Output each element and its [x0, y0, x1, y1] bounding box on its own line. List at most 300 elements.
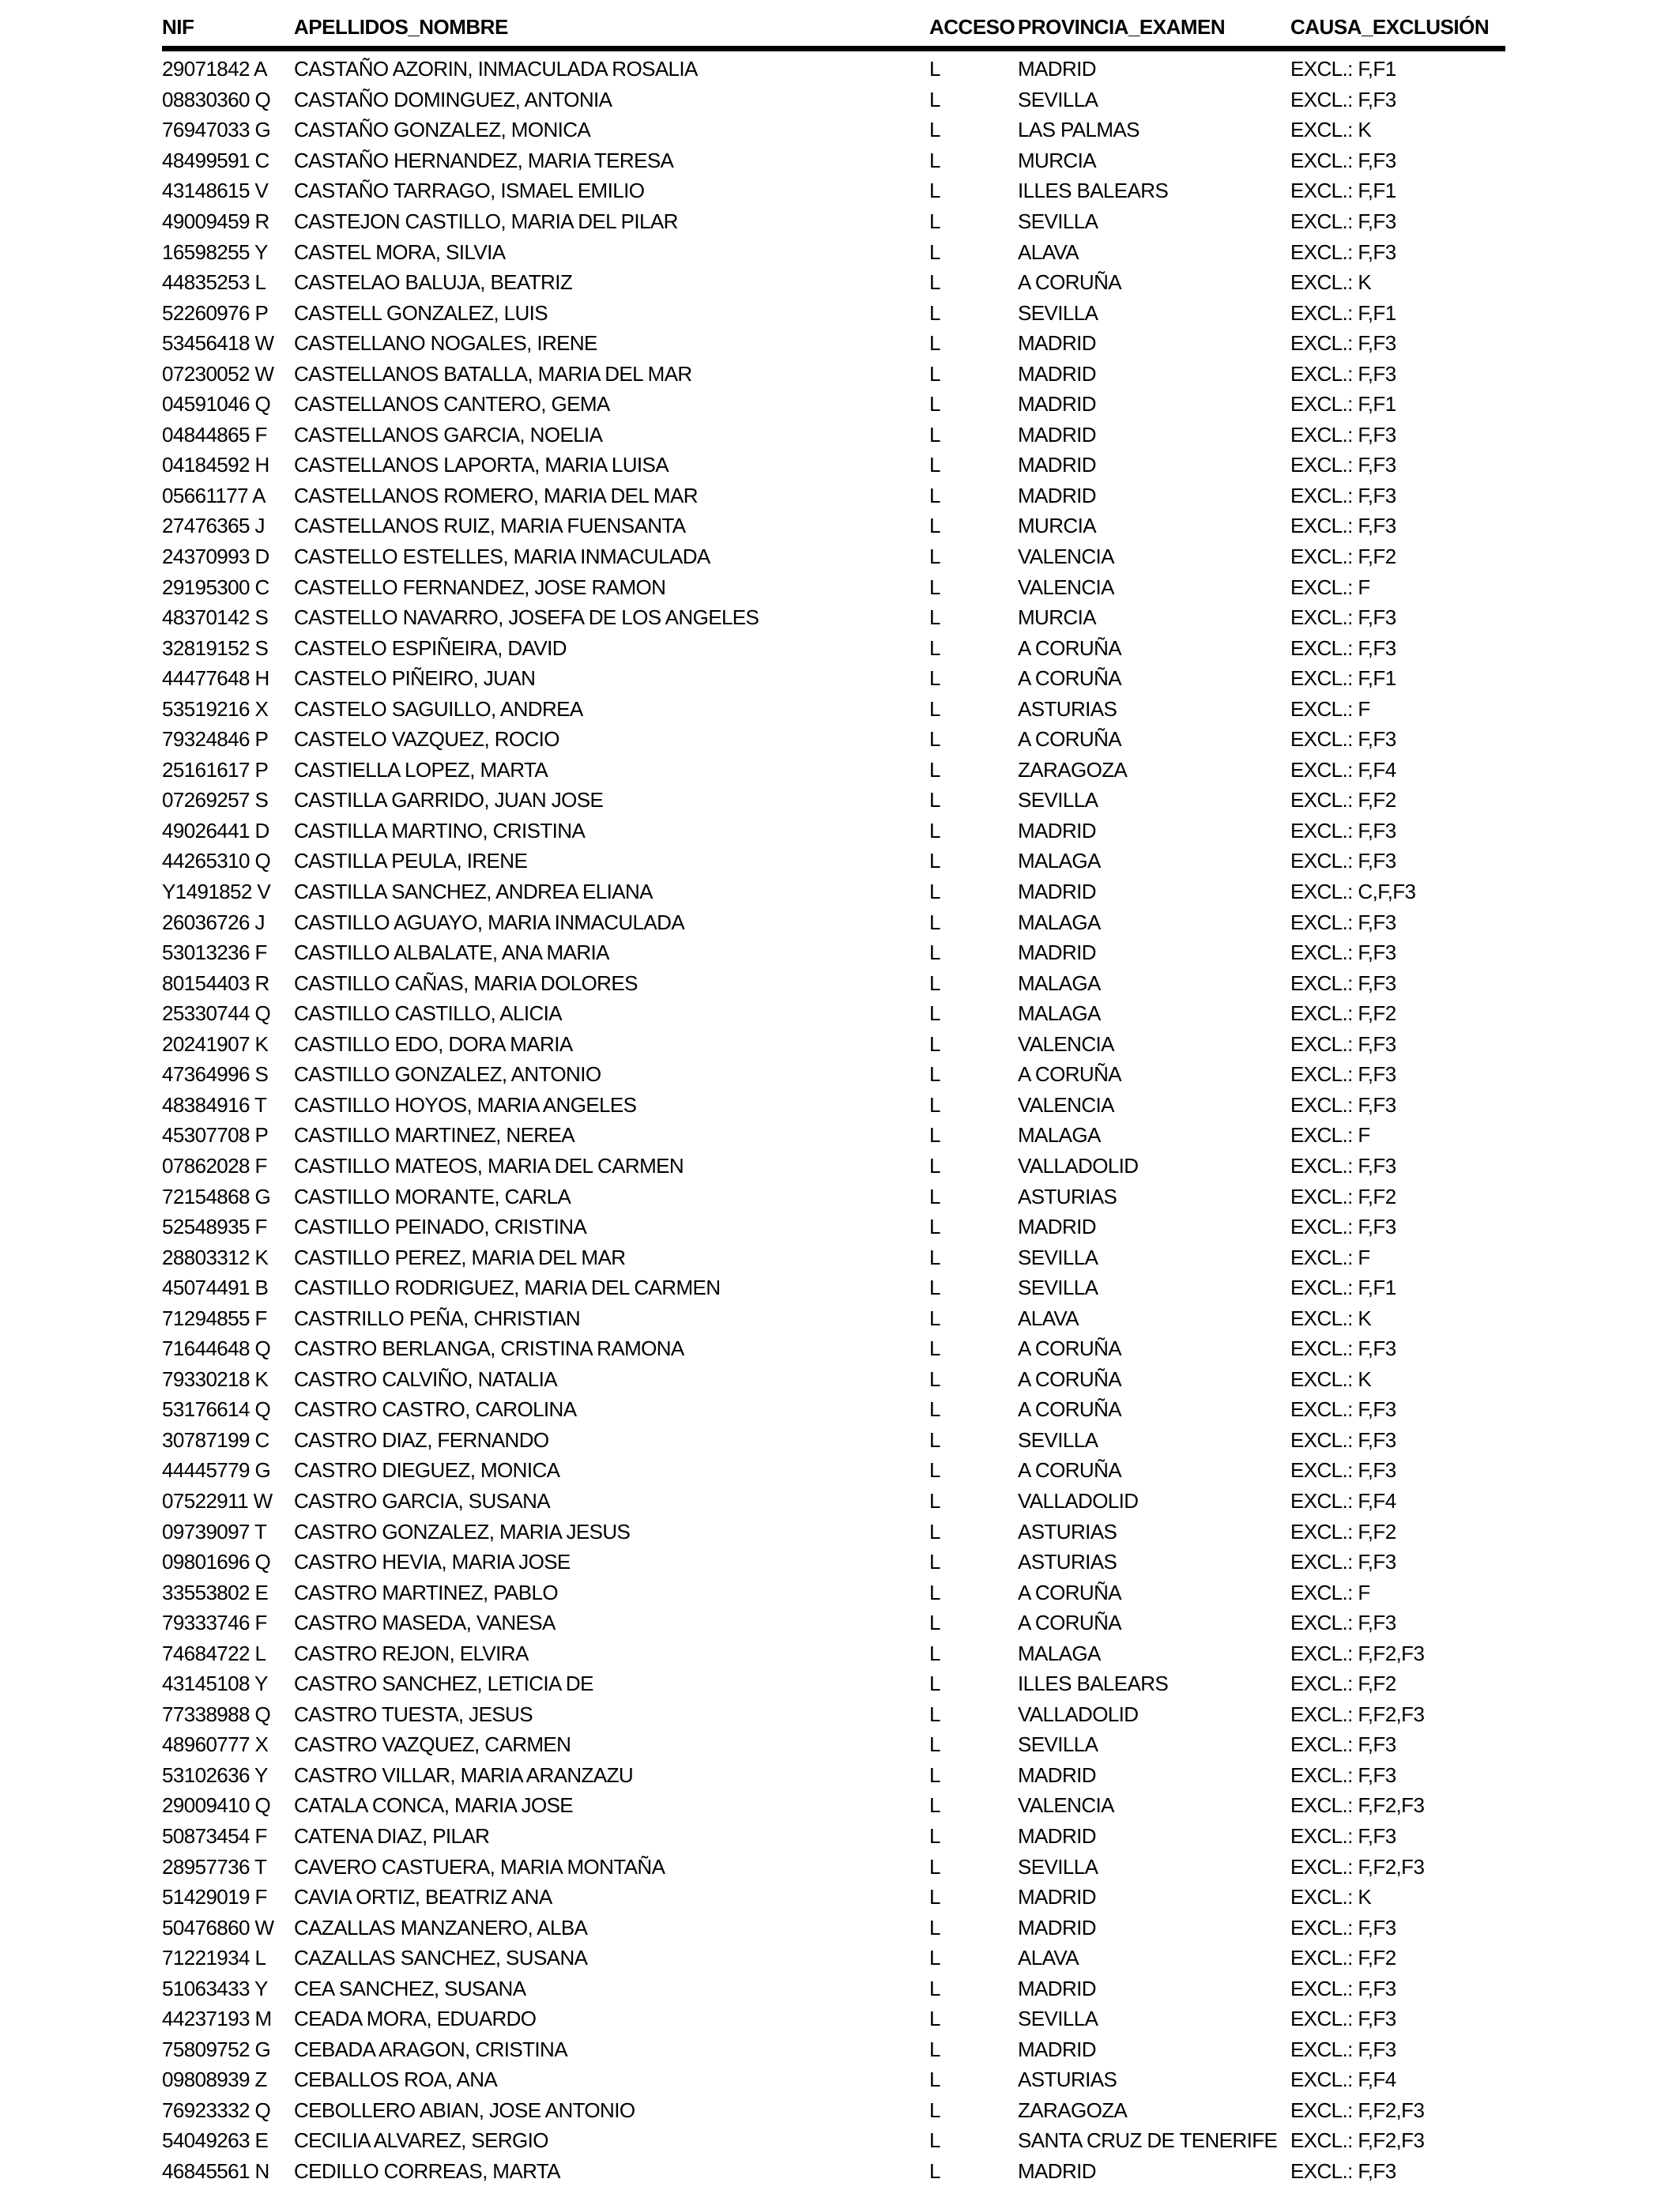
cell-acceso: L	[929, 2037, 940, 2061]
cell-apellidos-nombre: CASTELLO NAVARRO, JOSEFA DE LOS ANGELES	[294, 605, 759, 630]
cell-nif: 16598255 Y	[162, 239, 268, 264]
cell-acceso: L	[929, 1580, 940, 1604]
table-row	[162, 1577, 1505, 1608]
table-row	[162, 1425, 1505, 1456]
cell-acceso: L	[929, 941, 940, 965]
cell-nif: 32819152 S	[162, 635, 269, 660]
cell-provincia-examen: A CORUÑA	[1018, 635, 1122, 660]
cell-apellidos-nombre: CASTELLANOS LAPORTA, MARIA LUISA	[294, 453, 669, 477]
cell-provincia-examen: MADRID	[1018, 361, 1096, 386]
cell-nif: 28803312 K	[162, 1245, 269, 1269]
table-row	[162, 145, 1505, 176]
cell-causa-exclusion: EXCL.: F,F3	[1290, 1427, 1396, 1452]
table-row	[162, 724, 1505, 755]
cell-causa-exclusion: EXCL.: F,F3	[1290, 422, 1396, 447]
cell-nif: 71644648 Q	[162, 1336, 271, 1361]
cell-acceso: L	[929, 1245, 940, 1269]
cell-nif: 50476860 W	[162, 1915, 274, 1940]
cell-nif: 53013236 F	[162, 941, 267, 965]
cell-apellidos-nombre: CASTELLANOS RUIZ, MARIA FUENSANTA	[294, 514, 686, 538]
table-row	[162, 998, 1505, 1029]
table-row	[162, 1912, 1505, 1943]
cell-causa-exclusion: EXCL.: F,F3	[1290, 148, 1396, 172]
cell-apellidos-nombre: CASTILLA PEULA, IRENE	[294, 849, 528, 873]
cell-provincia-examen: A CORUÑA	[1018, 1397, 1122, 1422]
cell-nif: 09808939 Z	[162, 2068, 267, 2092]
cell-acceso: L	[929, 1732, 940, 1757]
cell-acceso: L	[929, 2007, 940, 2031]
cell-apellidos-nombre: CASTAÑO HERNANDEZ, MARIA TERESA	[294, 148, 674, 172]
cell-nif: 79333746 F	[162, 1611, 267, 1635]
cell-provincia-examen: ILLES BALEARS	[1018, 1672, 1169, 1696]
cell-causa-exclusion: EXCL.: F,F3	[1290, 1215, 1396, 1239]
cell-acceso: L	[929, 1823, 940, 1848]
cell-causa-exclusion: EXCL.: F,F2	[1290, 1001, 1396, 1026]
table-row	[162, 876, 1505, 907]
cell-apellidos-nombre: CASTRILLO PEÑA, CHRISTIAN	[294, 1306, 581, 1330]
table-row	[162, 328, 1505, 359]
cell-provincia-examen: MALAGA	[1018, 1641, 1101, 1665]
table-row	[162, 571, 1505, 602]
cell-causa-exclusion: EXCL.: F,F3	[1290, 849, 1396, 873]
cell-acceso: L	[929, 788, 940, 812]
cell-apellidos-nombre: CASTELLANOS GARCIA, NOELIA	[294, 422, 603, 447]
cell-apellidos-nombre: CASTRO BERLANGA, CRISTINA RAMONA	[294, 1336, 684, 1361]
cell-nif: 20241907 K	[162, 1031, 269, 1056]
cell-apellidos-nombre: CASTAÑO GONZALEZ, MONICA	[294, 118, 591, 142]
cell-apellidos-nombre: CASTILLO MATEOS, MARIA DEL CARMEN	[294, 1153, 684, 1178]
cell-nif: 48499591 C	[162, 148, 269, 172]
table-row	[162, 1943, 1505, 1973]
cell-apellidos-nombre: CASTILLO CASTILLO, ALICIA	[294, 1001, 563, 1026]
cell-causa-exclusion: EXCL.: F,F3	[1290, 2037, 1396, 2061]
cell-provincia-examen: SEVILLA	[1018, 300, 1098, 325]
cell-causa-exclusion: EXCL.: F,F3	[1290, 514, 1396, 538]
cell-causa-exclusion: EXCL.: F,F3	[1290, 1915, 1396, 1940]
table-row	[162, 755, 1505, 786]
cell-causa-exclusion: EXCL.: K	[1290, 118, 1372, 142]
cell-acceso: L	[929, 910, 940, 934]
cell-nif: 29009410 Q	[162, 1793, 271, 1818]
cell-nif: 47364996 S	[162, 1062, 269, 1087]
cell-acceso: L	[929, 545, 940, 569]
cell-nif: 48384916 T	[162, 1092, 267, 1117]
cell-apellidos-nombre: CATENA DIAZ, PILAR	[294, 1823, 490, 1848]
cell-apellidos-nombre: CASTAÑO TARRAGO, ISMAEL EMILIO	[294, 179, 645, 203]
cell-apellidos-nombre: CASTELLANO NOGALES, IRENE	[294, 331, 597, 356]
cell-nif: 33553802 E	[162, 1580, 269, 1604]
cell-nif: 77338988 Q	[162, 1702, 271, 1726]
cell-provincia-examen: ALAVA	[1018, 1306, 1079, 1330]
cell-provincia-examen: SEVILLA	[1018, 2007, 1098, 2031]
cell-causa-exclusion: EXCL.: F,F3	[1290, 971, 1396, 995]
cell-nif: 71294855 F	[162, 1306, 267, 1330]
cell-causa-exclusion: EXCL.: F,F3	[1290, 605, 1396, 630]
cell-nif: 51429019 F	[162, 1885, 267, 1909]
table-row	[162, 2034, 1505, 2065]
cell-causa-exclusion: EXCL.: F,F3	[1290, 331, 1396, 356]
table-row	[162, 175, 1505, 206]
cell-causa-exclusion: EXCL.: F,F3	[1290, 239, 1396, 264]
cell-apellidos-nombre: CASTILLO ALBALATE, ANA MARIA	[294, 941, 609, 965]
cell-apellidos-nombre: CATALA CONCA, MARIA JOSE	[294, 1793, 574, 1818]
table-row	[162, 481, 1505, 511]
cell-acceso: L	[929, 422, 940, 447]
cell-apellidos-nombre: CASTELLANOS BATALLA, MARIA DEL MAR	[294, 361, 692, 386]
cell-nif: 48370142 S	[162, 605, 269, 630]
table-row	[162, 1181, 1505, 1212]
cell-nif: 74684722 L	[162, 1641, 266, 1665]
cell-apellidos-nombre: CASTILLO RODRIGUEZ, MARIA DEL CARMEN	[294, 1276, 721, 1300]
table-row	[162, 785, 1505, 816]
cell-provincia-examen: MALAGA	[1018, 849, 1101, 873]
cell-acceso: L	[929, 1611, 940, 1635]
cell-nif: 53176614 Q	[162, 1397, 271, 1422]
cell-apellidos-nombre: CEADA MORA, EDUARDO	[294, 2007, 537, 2031]
cell-nif: 27476365 J	[162, 514, 265, 538]
cell-provincia-examen: SEVILLA	[1018, 1854, 1098, 1879]
cell-causa-exclusion: EXCL.: F,F1	[1290, 1276, 1396, 1300]
cell-provincia-examen: SEVILLA	[1018, 1245, 1098, 1269]
cell-causa-exclusion: EXCL.: F,F3	[1290, 1153, 1396, 1178]
cell-causa-exclusion: EXCL.: F,F1	[1290, 666, 1396, 691]
table-row	[162, 1668, 1505, 1699]
cell-apellidos-nombre: CASTILLO MARTINEZ, NEREA	[294, 1123, 574, 1148]
cell-acceso: L	[929, 1550, 940, 1574]
cell-apellidos-nombre: CEBADA ARAGON, CRISTINA	[294, 2037, 567, 2061]
cell-acceso: L	[929, 1946, 940, 1970]
table-row	[162, 1729, 1505, 1760]
cell-provincia-examen: MADRID	[1018, 1762, 1096, 1787]
cell-acceso: L	[929, 1367, 940, 1391]
cell-provincia-examen: SANTA CRUZ DE TENERIFE	[1018, 2128, 1278, 2153]
cell-apellidos-nombre: CASTRO DIAZ, FERNANDO	[294, 1427, 549, 1452]
table-row	[162, 420, 1505, 450]
cell-apellidos-nombre: CAZALLAS SANCHEZ, SUSANA	[294, 1946, 588, 1970]
cell-apellidos-nombre: CASTRO REJON, ELVIRA	[294, 1641, 529, 1665]
cell-acceso: L	[929, 87, 940, 111]
cell-acceso: L	[929, 239, 940, 264]
table-row	[162, 267, 1505, 298]
cell-nif: 04844865 F	[162, 422, 267, 447]
cell-nif: 04184592 H	[162, 453, 269, 477]
table-row	[162, 1699, 1505, 1730]
cell-nif: 04591046 Q	[162, 392, 271, 417]
cell-acceso: L	[929, 453, 940, 477]
cell-acceso: L	[929, 118, 940, 142]
cell-nif: 46845561 N	[162, 2159, 269, 2183]
cell-nif: 76947033 G	[162, 118, 271, 142]
cell-apellidos-nombre: CASTRO HEVIA, MARIA JOSE	[294, 1550, 571, 1574]
cell-causa-exclusion: EXCL.: F	[1290, 696, 1370, 721]
cell-apellidos-nombre: CEBALLOS ROA, ANA	[294, 2068, 498, 2092]
cell-apellidos-nombre: CASTELAO BALUJA, BEATRIZ	[294, 270, 573, 295]
cell-causa-exclusion: EXCL.: F,F3	[1290, 910, 1396, 934]
table-row	[162, 1212, 1505, 1242]
table-row	[162, 389, 1505, 420]
cell-causa-exclusion: EXCL.: F,F2,F3	[1290, 2128, 1425, 2153]
cell-provincia-examen: MURCIA	[1018, 605, 1096, 630]
cell-provincia-examen: MALAGA	[1018, 910, 1101, 934]
cell-provincia-examen: A CORUÑA	[1018, 1336, 1122, 1361]
cell-apellidos-nombre: CEBOLLERO ABIAN, JOSE ANTONIO	[294, 2098, 635, 2122]
cell-nif: 53456418 W	[162, 331, 274, 356]
cell-provincia-examen: MADRID	[1018, 1215, 1096, 1239]
cell-apellidos-nombre: CASTRO DIEGUEZ, MONICA	[294, 1458, 560, 1483]
cell-provincia-examen: VALLADOLID	[1018, 1153, 1139, 1178]
cell-provincia-examen: ASTURIAS	[1018, 1550, 1117, 1574]
cell-acceso: L	[929, 2098, 940, 2122]
cell-apellidos-nombre: CASTRO GARCIA, SUSANA	[294, 1488, 551, 1513]
table-body	[162, 54, 1505, 2186]
table-row	[162, 2095, 1505, 2126]
cell-nif: 25330744 Q	[162, 1001, 271, 1026]
table-row	[162, 1394, 1505, 1425]
cell-causa-exclusion: EXCL.: C,F,F3	[1290, 880, 1416, 904]
cell-acceso: L	[929, 1976, 940, 2000]
cell-apellidos-nombre: CASTILLO PEREZ, MARIA DEL MAR	[294, 1245, 626, 1269]
table-row	[162, 1486, 1505, 1517]
cell-causa-exclusion: EXCL.: F,F1	[1290, 179, 1396, 203]
cell-acceso: L	[929, 880, 940, 904]
cell-provincia-examen: VALENCIA	[1018, 545, 1114, 569]
cell-causa-exclusion: EXCL.: F,F3	[1290, 483, 1396, 507]
cell-apellidos-nombre: CASTELLANOS CANTERO, GEMA	[294, 392, 610, 417]
cell-acceso: L	[929, 1702, 940, 1726]
table-row	[162, 358, 1505, 389]
cell-apellidos-nombre: CASTEL MORA, SILVIA	[294, 239, 506, 264]
cell-causa-exclusion: EXCL.: F,F2,F3	[1290, 2098, 1425, 2122]
table-row	[162, 206, 1505, 237]
cell-apellidos-nombre: CASTELO PIÑEIRO, JUAN	[294, 666, 536, 691]
cell-apellidos-nombre: CASTRO VAZQUEZ, CARMEN	[294, 1732, 571, 1757]
cell-provincia-examen: SEVILLA	[1018, 209, 1098, 233]
cell-nif: 26036726 J	[162, 910, 265, 934]
cell-provincia-examen: VALLADOLID	[1018, 1488, 1139, 1513]
cell-provincia-examen: A CORUÑA	[1018, 1458, 1122, 1483]
cell-provincia-examen: ASTURIAS	[1018, 1519, 1117, 1544]
cell-acceso: L	[929, 1854, 940, 1879]
cell-apellidos-nombre: CASTELLO ESTELLES, MARIA INMACULADA	[294, 545, 710, 569]
cell-nif: 05661177 A	[162, 483, 266, 507]
cell-apellidos-nombre: CEDILLO CORREAS, MARTA	[294, 2159, 560, 2183]
cell-acceso: L	[929, 1427, 940, 1452]
cell-provincia-examen: SEVILLA	[1018, 1732, 1098, 1757]
cell-apellidos-nombre: CASTRO CASTRO, CAROLINA	[294, 1397, 577, 1422]
cell-apellidos-nombre: CASTRO MARTINEZ, PABLO	[294, 1580, 559, 1604]
cell-nif: 76923332 Q	[162, 2098, 271, 2122]
table-row	[162, 2125, 1505, 2156]
table-row	[162, 85, 1505, 115]
cell-apellidos-nombre: CASTEJON CASTILLO, MARIA DEL PILAR	[294, 209, 678, 233]
table-row	[162, 2004, 1505, 2034]
table-row	[162, 1151, 1505, 1182]
cell-provincia-examen: VALENCIA	[1018, 1793, 1114, 1818]
cell-provincia-examen: ZARAGOZA	[1018, 2098, 1128, 2122]
cell-provincia-examen: SEVILLA	[1018, 788, 1098, 812]
cell-apellidos-nombre: CASTELO ESPIÑEIRA, DAVID	[294, 635, 567, 660]
cell-nif: 71221934 L	[162, 1946, 266, 1970]
cell-acceso: L	[929, 57, 940, 81]
cell-acceso: L	[929, 1458, 940, 1483]
cell-nif: 08830360 Q	[162, 87, 271, 111]
cell-acceso: L	[929, 483, 940, 507]
cell-acceso: L	[929, 1397, 940, 1422]
cell-nif: 07862028 F	[162, 1153, 267, 1178]
cell-provincia-examen: MADRID	[1018, 818, 1096, 843]
cell-acceso: L	[929, 209, 940, 233]
cell-acceso: L	[929, 1031, 940, 1056]
cell-apellidos-nombre: CASTRO VILLAR, MARIA ARANZAZU	[294, 1762, 634, 1787]
table-row	[162, 1516, 1505, 1547]
cell-apellidos-nombre: CASTIELLA LOPEZ, MARTA	[294, 757, 548, 782]
cell-nif: 51063433 Y	[162, 1976, 268, 2000]
cell-provincia-examen: VALENCIA	[1018, 1092, 1114, 1117]
cell-acceso: L	[929, 1762, 940, 1787]
cell-nif: 50873454 F	[162, 1823, 267, 1848]
cell-provincia-examen: ALAVA	[1018, 1946, 1079, 1970]
col-header-nif: NIF	[162, 15, 194, 39]
cell-nif: 48960777 X	[162, 1732, 269, 1757]
table-row	[162, 541, 1505, 572]
cell-causa-exclusion: EXCL.: F,F2	[1290, 1519, 1396, 1544]
cell-causa-exclusion: EXCL.: F,F2,F3	[1290, 1854, 1425, 1879]
cell-provincia-examen: ILLES BALEARS	[1018, 179, 1169, 203]
cell-causa-exclusion: EXCL.: F,F2	[1290, 1672, 1396, 1696]
table-row	[162, 967, 1505, 998]
cell-apellidos-nombre: CASTELLO FERNANDEZ, JOSE RAMON	[294, 575, 666, 599]
cell-provincia-examen: MADRID	[1018, 392, 1096, 417]
cell-acceso: L	[929, 1092, 940, 1117]
cell-apellidos-nombre: CASTRO GONZALEZ, MARIA JESUS	[294, 1519, 631, 1544]
cell-nif: 29071842 A	[162, 57, 267, 81]
table-row	[162, 1851, 1505, 1882]
cell-causa-exclusion: EXCL.: F	[1290, 1123, 1370, 1148]
cell-nif: 24370993 D	[162, 545, 269, 569]
table-row	[162, 450, 1505, 481]
cell-acceso: L	[929, 757, 940, 782]
cell-causa-exclusion: EXCL.: F,F3	[1290, 1458, 1396, 1483]
table-row	[162, 1242, 1505, 1272]
cell-nif: 45307708 P	[162, 1123, 269, 1148]
cell-provincia-examen: SEVILLA	[1018, 1276, 1098, 1300]
cell-nif: 79330218 K	[162, 1367, 269, 1391]
col-header-apellidos-nombre: APELLIDOS_NOMBRE	[294, 15, 508, 39]
table-row	[162, 1882, 1505, 1913]
cell-provincia-examen: MURCIA	[1018, 514, 1096, 538]
cell-provincia-examen: VALLADOLID	[1018, 1702, 1139, 1726]
cell-nif: 44237193 M	[162, 2007, 272, 2031]
cell-acceso: L	[929, 1672, 940, 1696]
cell-provincia-examen: MADRID	[1018, 1823, 1096, 1848]
cell-causa-exclusion: EXCL.: F,F3	[1290, 727, 1396, 752]
cell-causa-exclusion: EXCL.: K	[1290, 1367, 1372, 1391]
cell-apellidos-nombre: CASTILLO CAÑAS, MARIA DOLORES	[294, 971, 638, 995]
cell-apellidos-nombre: CASTILLA SANCHEZ, ANDREA ELIANA	[294, 880, 653, 904]
cell-acceso: L	[929, 849, 940, 873]
cell-causa-exclusion: EXCL.: F,F3	[1290, 209, 1396, 233]
cell-nif: 07230052 W	[162, 361, 274, 386]
cell-acceso: L	[929, 696, 940, 721]
table-row	[162, 1272, 1505, 1303]
cell-causa-exclusion: EXCL.: F,F2,F3	[1290, 1641, 1425, 1665]
table-row	[162, 1547, 1505, 1578]
cell-nif: 44265310 Q	[162, 849, 271, 873]
cell-nif: 07269257 S	[162, 788, 269, 812]
cell-causa-exclusion: EXCL.: F,F3	[1290, 635, 1396, 660]
cell-apellidos-nombre: CEA SANCHEZ, SUSANA	[294, 1976, 526, 2000]
cell-nif: 52548935 F	[162, 1215, 267, 1239]
cell-provincia-examen: A CORUÑA	[1018, 727, 1122, 752]
cell-acceso: L	[929, 1641, 940, 1665]
cell-causa-exclusion: EXCL.: F,F3	[1290, 1823, 1396, 1848]
cell-nif: 09801696 Q	[162, 1550, 271, 1574]
cell-provincia-examen: MADRID	[1018, 453, 1096, 477]
table-header-row	[162, 8, 1505, 51]
cell-causa-exclusion: EXCL.: F,F3	[1290, 87, 1396, 111]
cell-causa-exclusion: EXCL.: F,F1	[1290, 300, 1396, 325]
cell-acceso: L	[929, 2068, 940, 2092]
cell-nif: 49026441 D	[162, 818, 269, 843]
cell-provincia-examen: VALENCIA	[1018, 1031, 1114, 1056]
cell-causa-exclusion: EXCL.: F,F2	[1290, 788, 1396, 812]
cell-nif: 44445779 G	[162, 1458, 271, 1483]
cell-provincia-examen: MURCIA	[1018, 148, 1096, 172]
cell-acceso: L	[929, 575, 940, 599]
table-row	[162, 1760, 1505, 1791]
table-row	[162, 297, 1505, 328]
cell-causa-exclusion: EXCL.: F,F3	[1290, 1762, 1396, 1787]
cell-provincia-examen: MADRID	[1018, 2159, 1096, 2183]
cell-causa-exclusion: EXCL.: F,F2,F3	[1290, 1702, 1425, 1726]
cell-causa-exclusion: EXCL.: K	[1290, 1885, 1372, 1909]
cell-causa-exclusion: EXCL.: F,F2	[1290, 1184, 1396, 1208]
cell-nif: 30787199 C	[162, 1427, 269, 1452]
cell-causa-exclusion: EXCL.: F,F3	[1290, 2007, 1396, 2031]
table-row	[162, 1455, 1505, 1486]
cell-acceso: L	[929, 1793, 940, 1818]
table-row	[162, 1029, 1505, 1060]
cell-causa-exclusion: EXCL.: F,F3	[1290, 1062, 1396, 1087]
table-row	[162, 1608, 1505, 1638]
cell-acceso: L	[929, 1336, 940, 1361]
cell-provincia-examen: A CORUÑA	[1018, 666, 1122, 691]
cell-nif: 53519216 X	[162, 696, 269, 721]
cell-nif: 44835253 L	[162, 270, 266, 295]
cell-acceso: L	[929, 1519, 940, 1544]
cell-causa-exclusion: EXCL.: F,F3	[1290, 1732, 1396, 1757]
cell-causa-exclusion: EXCL.: F,F3	[1290, 361, 1396, 386]
cell-causa-exclusion: EXCL.: F,F2	[1290, 1946, 1396, 1970]
cell-provincia-examen: MADRID	[1018, 2037, 1096, 2061]
table-row	[162, 693, 1505, 724]
cell-provincia-examen: A CORUÑA	[1018, 1367, 1122, 1391]
cell-provincia-examen: MADRID	[1018, 422, 1096, 447]
cell-nif: 53102636 Y	[162, 1762, 268, 1787]
table-row	[162, 54, 1505, 85]
cell-apellidos-nombre: CASTRO SANCHEZ, LETICIA DE	[294, 1672, 593, 1696]
cell-acceso: L	[929, 1276, 940, 1300]
table-row	[162, 1790, 1505, 1821]
table-row	[162, 511, 1505, 541]
cell-acceso: L	[929, 148, 940, 172]
cell-acceso: L	[929, 1001, 940, 1026]
cell-apellidos-nombre: CASTELLANOS ROMERO, MARIA DEL MAR	[294, 483, 698, 507]
cell-acceso: L	[929, 727, 940, 752]
table-row	[162, 1120, 1505, 1151]
cell-apellidos-nombre: CASTILLO EDO, DORA MARIA	[294, 1031, 573, 1056]
cell-apellidos-nombre: CAZALLAS MANZANERO, ALBA	[294, 1915, 588, 1940]
